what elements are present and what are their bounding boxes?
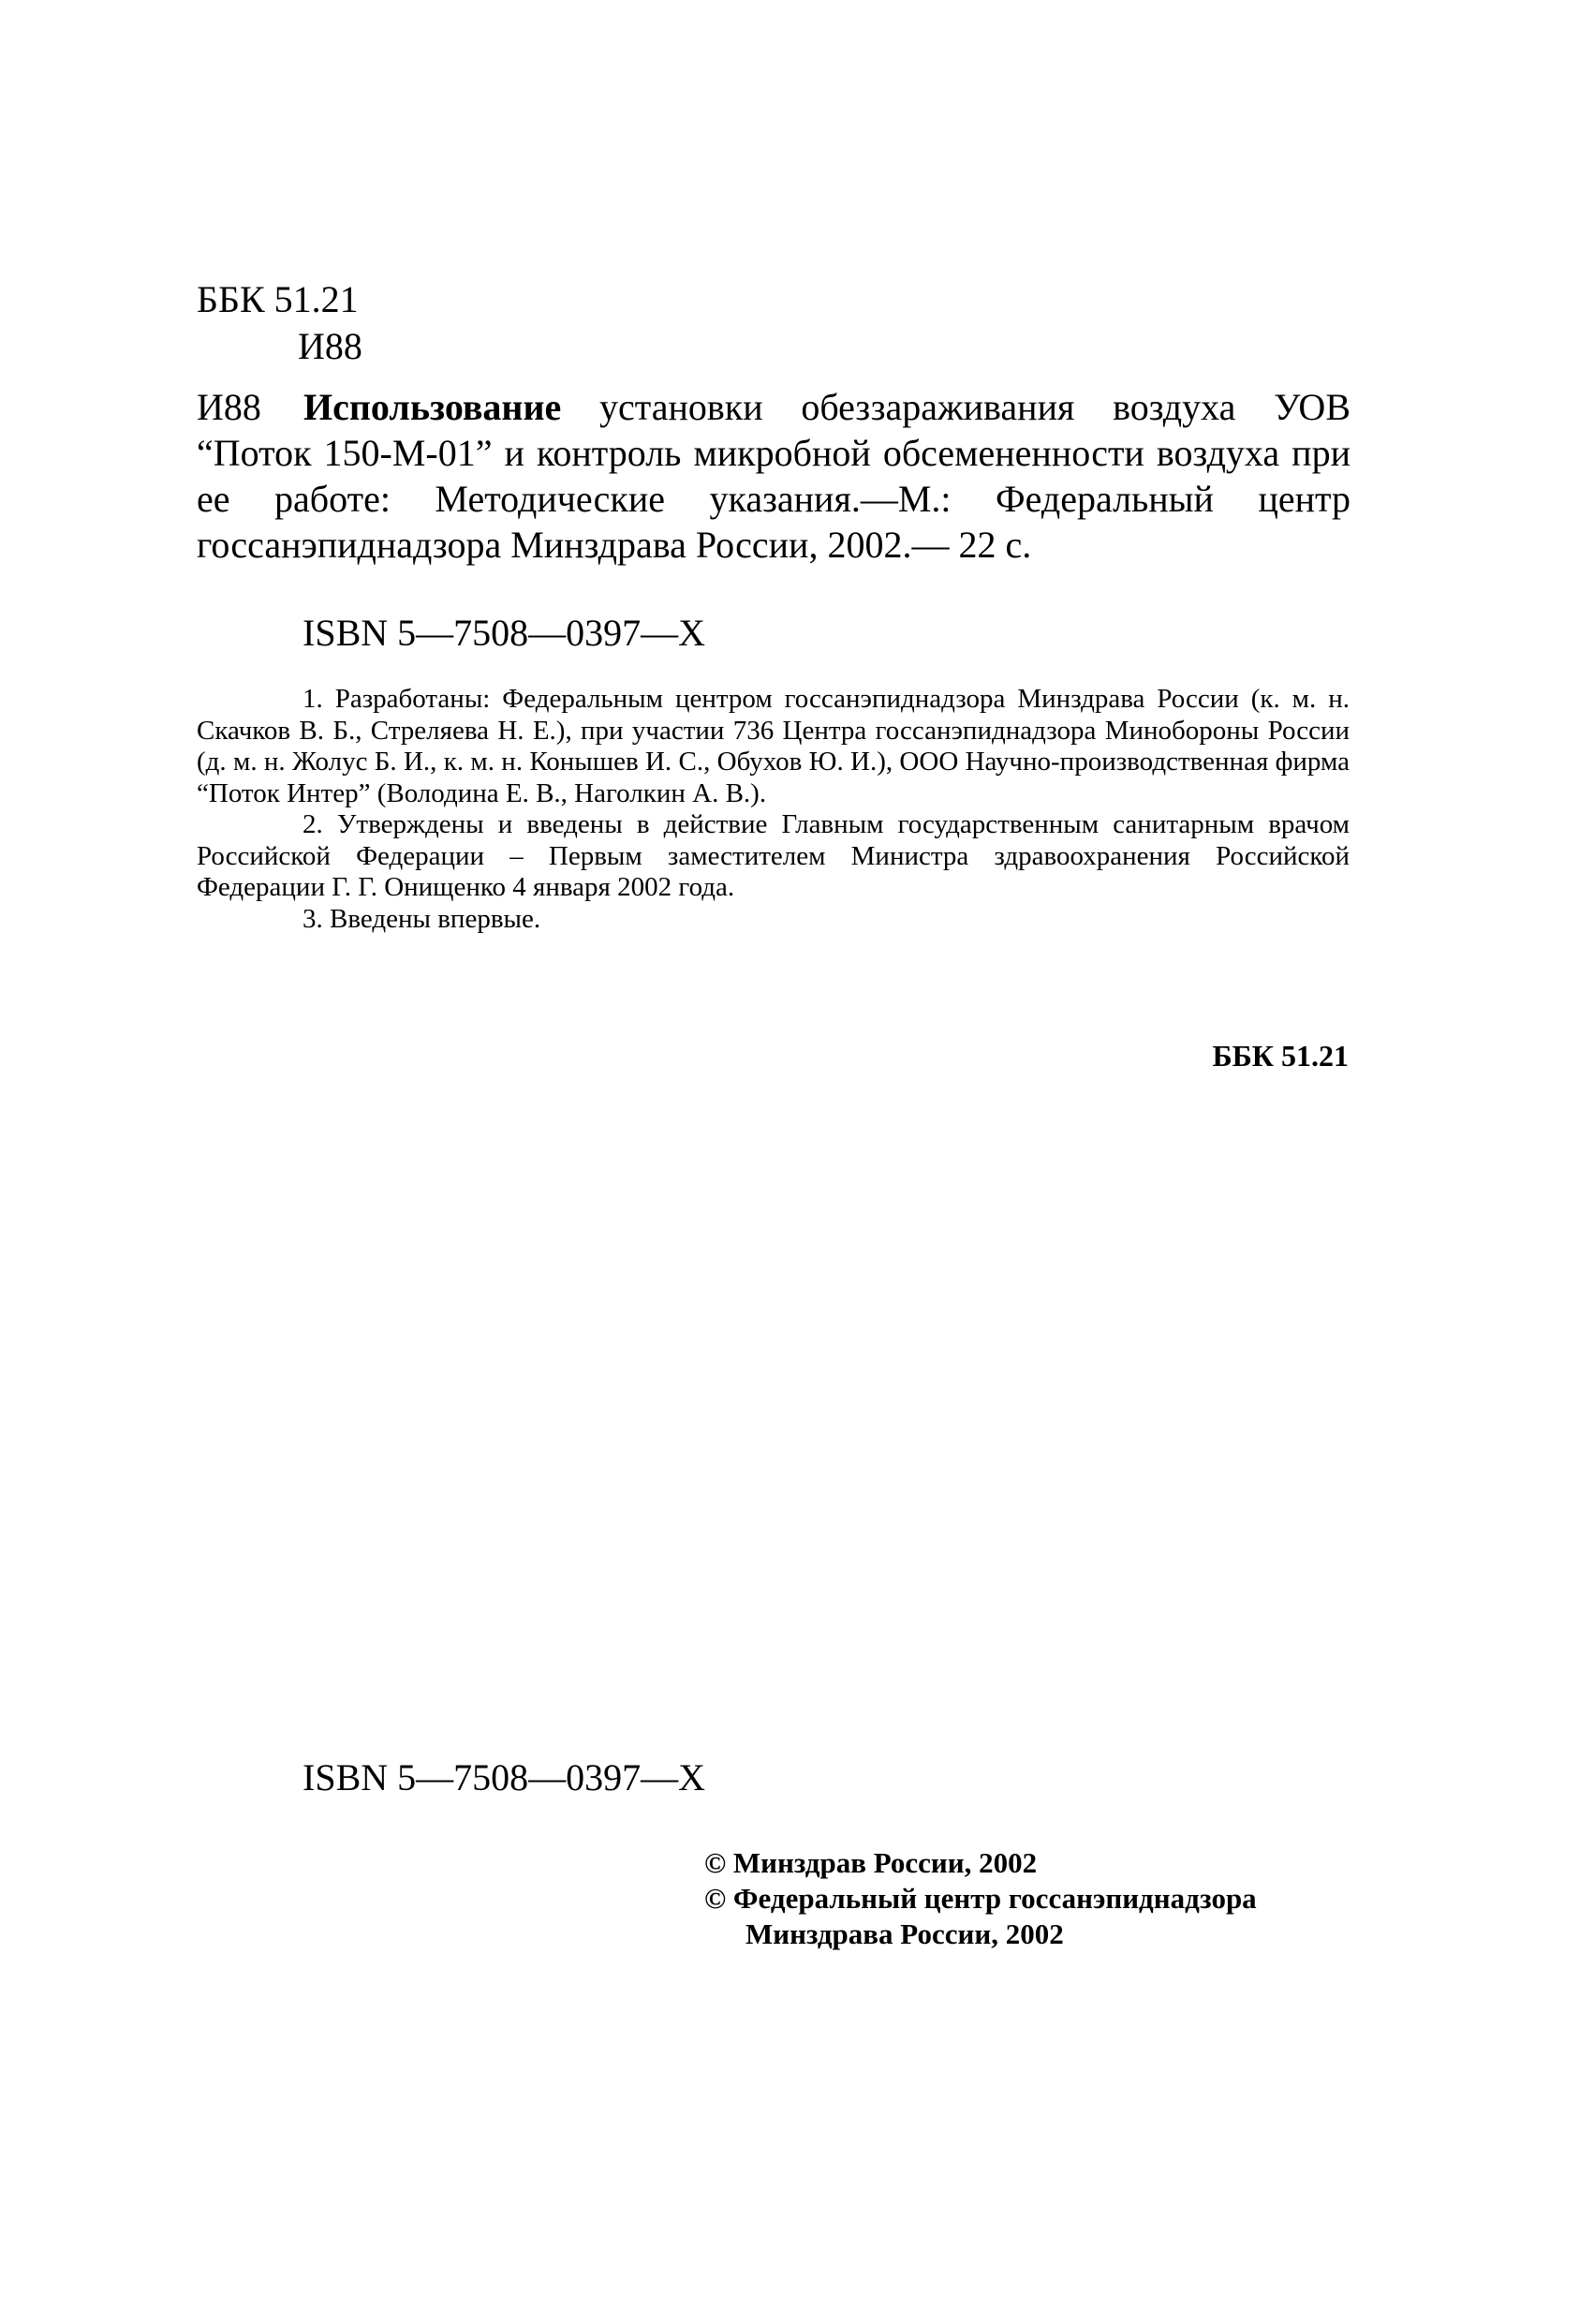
isbn-bottom: ISBN 5—7508—0397—X (303, 1756, 706, 1799)
copyright-line-center-cont: Минздрава России, 2002 (745, 1917, 1064, 1950)
note-text: 1. Разработаны: Федеральным центром госсанэпиднадзора Минздрава России (к. м. н. Скачков В. Б., Стреляева Н. Е.), при участии 736 Центра госсанэпиднадзора Минобороны России (д. м. н. Жолус Б. И., к. м. н. Конышев И. С., Обухов Ю. И.), ООО Научно-производственная фирма “Поток Интер” (Володина Е. В., Наголкин А. В.). (197, 684, 1350, 808)
entry-title-bold: Использование (303, 386, 562, 428)
bibliographic-entry (197, 384, 1350, 568)
note-item (197, 904, 1350, 936)
bbk-classification-bottom: ББК 51.21 (1212, 1039, 1349, 1073)
note-item (197, 684, 1350, 809)
entry-description (197, 384, 1350, 568)
author-index-top: И88 (298, 325, 362, 367)
note-text: 3. Введены впервые. (303, 903, 541, 934)
copyright-block (704, 1845, 1257, 1952)
entry-index-code: И88 (197, 386, 261, 428)
notes-block (197, 684, 1350, 935)
copyright-line-center: © Федеральный центр госсанэпиднадзора (704, 1882, 1257, 1915)
copyright-line-ministry: © Минздрав России, 2002 (704, 1846, 1038, 1879)
note-text: 2. Утверждены и введены в действие Главным государственным санитарным врачом Российской Федерации – Первым заместителем Министра здравоохранения Российской Федерации Г. Г. Онищенко 4 января 2002 года. (197, 809, 1350, 902)
isbn-top: ISBN 5—7508—0397—X (303, 612, 706, 654)
bbk-classification-top: ББК 51.21 (197, 278, 359, 320)
entry-body-text: установки обеззараживания воздуха УОВ “Поток 150-М-01” и контроль микробной обсемененности воздуха при ее работе: Методические указания.—М.: Федеральный центр госсанэпиднадзора Минздрава России, 2002.— 22 с. (197, 386, 1350, 566)
note-item (197, 809, 1350, 904)
